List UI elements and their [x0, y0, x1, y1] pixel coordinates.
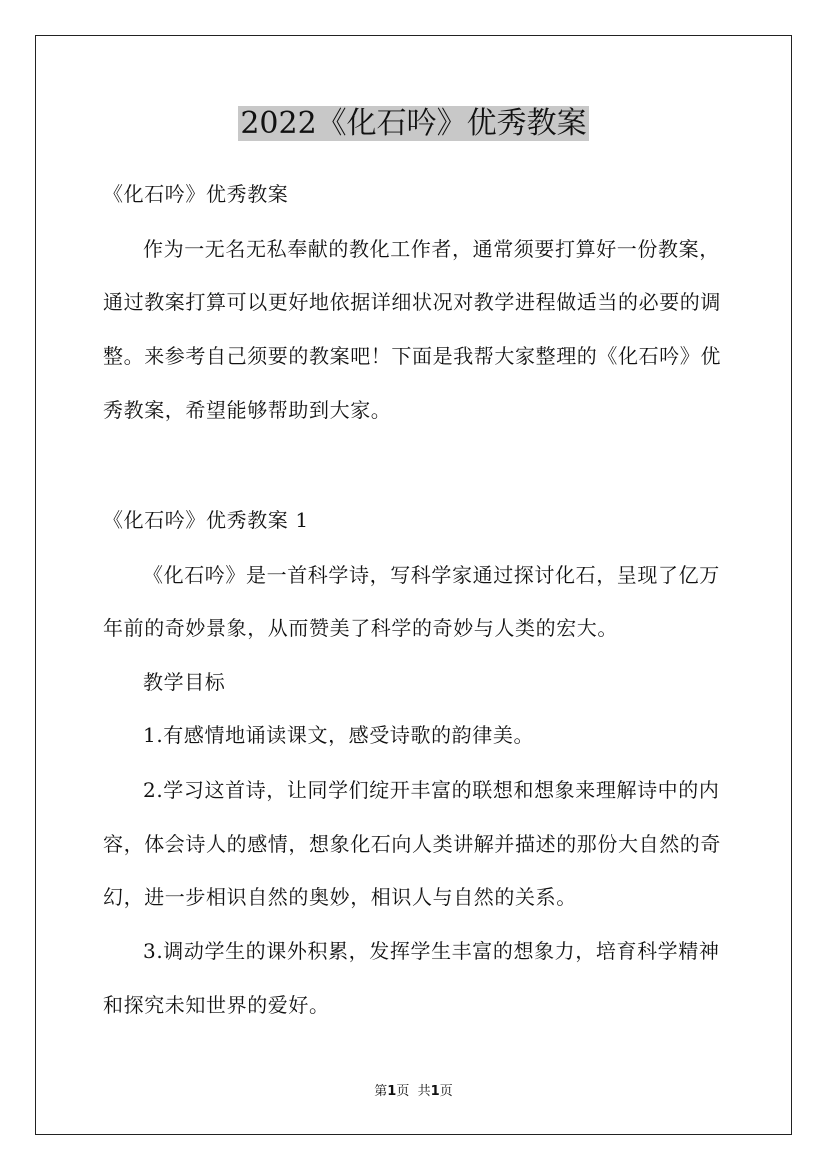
section-heading: 《化石吟》优秀教案 1 — [103, 508, 309, 532]
intro-paragraph-line: 整。来参考自己须要的教案吧！下面是我帮大家整理的《化石吟》优 — [103, 344, 721, 368]
footer-page-prefix: 第 — [374, 1084, 388, 1099]
objectives-heading: 教学目标 — [143, 670, 226, 694]
title-text: 2022《化石吟》优秀教案 — [240, 106, 587, 141]
intro-paragraph-line: 作为一无名无私奉献的教化工作者，通常须要打算好一份教案， — [143, 237, 720, 261]
objective-item-continuation: 和探究未知世界的爱好。 — [103, 993, 330, 1017]
subtitle-line: 《化石吟》优秀教案 — [103, 182, 289, 206]
footer-total-prefix: 共 — [417, 1084, 431, 1099]
document-title — [0, 102, 827, 146]
footer-page-current: 1 — [387, 1084, 397, 1099]
objective-item-continuation: 容，体会诗人的感情，想象化石向人类讲解并描述的那份大自然的奇 — [103, 832, 721, 856]
intro-paragraph-line: 秀教案，希望能够帮助到大家。 — [103, 398, 392, 422]
footer-total-suffix: 页 — [439, 1084, 453, 1099]
objective-item-continuation: 幻，进一步相识自然的奥妙，相识人与自然的关系。 — [103, 885, 577, 909]
intro-paragraph-line: 通过教案打算可以更好地依据详细状况对教学进程做适当的必要的调 — [103, 290, 721, 314]
objective-item: 2.学习这首诗，让同学们绽开丰富的联想和想象来理解诗中的内 — [143, 778, 720, 802]
page-footer — [0, 1083, 827, 1101]
footer-page-total: 1 — [430, 1084, 440, 1099]
body-paragraph-line: 年前的奇妙景象，从而赞美了科学的奇妙与人类的宏大。 — [103, 616, 618, 640]
footer-page-suffix: 页 — [396, 1084, 410, 1099]
objective-item: 1.有感情地诵读课文，感受诗歌的韵律美。 — [143, 723, 535, 747]
body-paragraph-line: 《化石吟》是一首科学诗，写科学家通过探讨化石，呈现了亿万 — [143, 563, 720, 587]
objective-item: 3.调动学生的课外积累，发挥学生丰富的想象力，培育科学精神 — [143, 939, 720, 963]
